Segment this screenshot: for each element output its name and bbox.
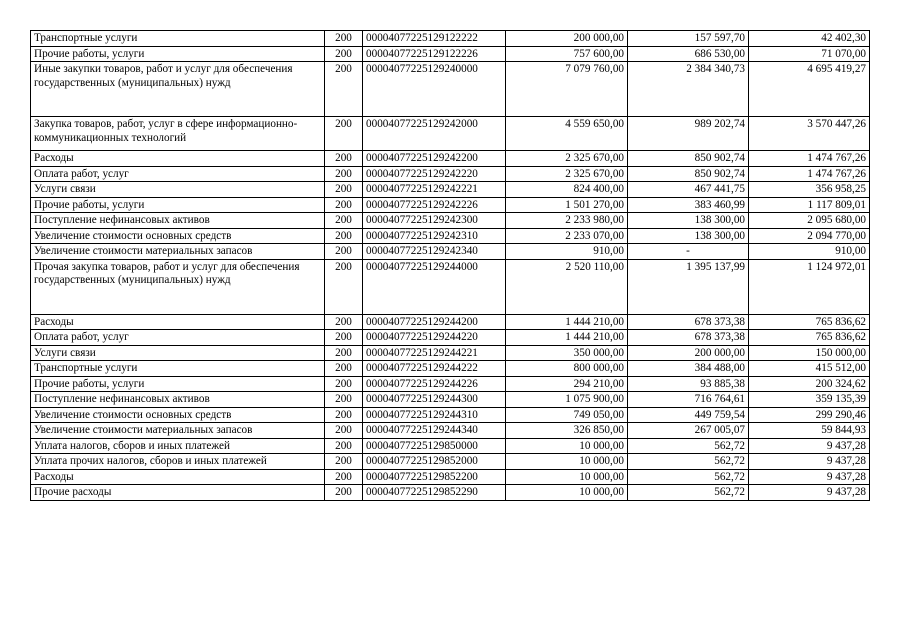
row-approved-cell: 2 520 110,00 bbox=[506, 259, 628, 314]
row-unexecuted-cell: 765 836,62 bbox=[749, 314, 870, 330]
row-name-cell: Поступление нефинансовых активов bbox=[31, 213, 325, 229]
row-unexecuted-cell: 59 844,93 bbox=[749, 423, 870, 439]
expenditure-table bbox=[30, 30, 870, 501]
table-row bbox=[31, 213, 870, 229]
row-classifier-cell: 00004077225129244200 bbox=[363, 314, 506, 330]
row-approved-cell: 10 000,00 bbox=[506, 485, 628, 501]
row-classifier-cell: 00004077225129242300 bbox=[363, 213, 506, 229]
table-row bbox=[31, 392, 870, 408]
row-executed-cell: 200 000,00 bbox=[628, 345, 749, 361]
table-row bbox=[31, 31, 870, 47]
row-executed-cell: 384 488,00 bbox=[628, 361, 749, 377]
row-classifier-cell: 00004077225129242200 bbox=[363, 151, 506, 167]
row-unexecuted-cell: 71 070,00 bbox=[749, 46, 870, 62]
row-unexecuted-cell: 9 437,28 bbox=[749, 438, 870, 454]
row-classifier-cell: 00004077225129244340 bbox=[363, 423, 506, 439]
row-executed-cell: 138 300,00 bbox=[628, 228, 749, 244]
row-approved-cell: 10 000,00 bbox=[506, 469, 628, 485]
row-executed-cell: 2 384 340,73 bbox=[628, 62, 749, 117]
row-classifier-cell: 00004077225129244310 bbox=[363, 407, 506, 423]
row-executed-cell: 686 530,00 bbox=[628, 46, 749, 62]
row-unexecuted-cell: 9 437,28 bbox=[749, 454, 870, 470]
table-row bbox=[31, 469, 870, 485]
row-unexecuted-cell: 356 958,25 bbox=[749, 182, 870, 198]
row-code-cell: 200 bbox=[325, 259, 363, 314]
row-approved-cell: 294 210,00 bbox=[506, 376, 628, 392]
row-approved-cell: 1 501 270,00 bbox=[506, 197, 628, 213]
row-code-cell: 200 bbox=[325, 407, 363, 423]
table-row bbox=[31, 166, 870, 182]
row-code-cell: 200 bbox=[325, 392, 363, 408]
row-unexecuted-cell: 3 570 447,26 bbox=[749, 117, 870, 151]
row-unexecuted-cell: 2 094 770,00 bbox=[749, 228, 870, 244]
row-executed-cell: 267 005,07 bbox=[628, 423, 749, 439]
row-code-cell: 200 bbox=[325, 314, 363, 330]
row-unexecuted-cell: 1 474 767,26 bbox=[749, 166, 870, 182]
row-unexecuted-cell: 2 095 680,00 bbox=[749, 213, 870, 229]
table-row bbox=[31, 485, 870, 501]
row-code-cell: 200 bbox=[325, 213, 363, 229]
row-code-cell: 200 bbox=[325, 438, 363, 454]
row-approved-cell: 1 075 900,00 bbox=[506, 392, 628, 408]
row-classifier-cell: 00004077225129244000 bbox=[363, 259, 506, 314]
row-name-cell: Прочие работы, услуги bbox=[31, 376, 325, 392]
row-unexecuted-cell: 42 402,30 bbox=[749, 31, 870, 47]
row-name-cell: Услуги связи bbox=[31, 345, 325, 361]
row-unexecuted-cell: 910,00 bbox=[749, 244, 870, 260]
row-classifier-cell: 00004077225129242220 bbox=[363, 166, 506, 182]
row-classifier-cell: 00004077225129244300 bbox=[363, 392, 506, 408]
row-classifier-cell: 00004077225129242226 bbox=[363, 197, 506, 213]
table-row bbox=[31, 314, 870, 330]
row-name-cell: Прочие работы, услуги bbox=[31, 46, 325, 62]
row-name-cell: Уплата налогов, сборов и иных платежей bbox=[31, 438, 325, 454]
row-approved-cell: 1 444 210,00 bbox=[506, 314, 628, 330]
row-approved-cell: 1 444 210,00 bbox=[506, 330, 628, 346]
row-name-cell: Расходы bbox=[31, 469, 325, 485]
row-name-cell: Увеличение стоимости материальных запасов bbox=[31, 244, 325, 260]
row-executed-cell: 562,72 bbox=[628, 438, 749, 454]
row-executed-cell: 138 300,00 bbox=[628, 213, 749, 229]
row-unexecuted-cell: 1 124 972,01 bbox=[749, 259, 870, 314]
row-executed-cell: 850 902,74 bbox=[628, 151, 749, 167]
row-approved-cell: 10 000,00 bbox=[506, 454, 628, 470]
row-approved-cell: 757 600,00 bbox=[506, 46, 628, 62]
table-row bbox=[31, 197, 870, 213]
table-row bbox=[31, 376, 870, 392]
row-executed-cell: 562,72 bbox=[628, 485, 749, 501]
row-executed-cell: 1 395 137,99 bbox=[628, 259, 749, 314]
row-unexecuted-cell: 200 324,62 bbox=[749, 376, 870, 392]
table-row bbox=[31, 182, 870, 198]
row-approved-cell: 824 400,00 bbox=[506, 182, 628, 198]
row-name-cell: Поступление нефинансовых активов bbox=[31, 392, 325, 408]
row-unexecuted-cell: 4 695 419,27 bbox=[749, 62, 870, 117]
row-approved-cell: 2 233 070,00 bbox=[506, 228, 628, 244]
row-code-cell: 200 bbox=[325, 117, 363, 151]
row-code-cell: 200 bbox=[325, 46, 363, 62]
row-name-cell: Оплата работ, услуг bbox=[31, 330, 325, 346]
table-row bbox=[31, 438, 870, 454]
row-code-cell: 200 bbox=[325, 244, 363, 260]
table-row bbox=[31, 361, 870, 377]
row-executed-cell: 678 373,38 bbox=[628, 314, 749, 330]
row-unexecuted-cell: 1 474 767,26 bbox=[749, 151, 870, 167]
table-row bbox=[31, 62, 870, 117]
row-classifier-cell: 00004077225129244220 bbox=[363, 330, 506, 346]
row-code-cell: 200 bbox=[325, 330, 363, 346]
row-name-cell: Прочие расходы bbox=[31, 485, 325, 501]
row-approved-cell: 4 559 650,00 bbox=[506, 117, 628, 151]
row-classifier-cell: 00004077225129244221 bbox=[363, 345, 506, 361]
row-executed-cell: 383 460,99 bbox=[628, 197, 749, 213]
row-code-cell: 200 bbox=[325, 151, 363, 167]
row-code-cell: 200 bbox=[325, 454, 363, 470]
table-row bbox=[31, 423, 870, 439]
row-executed-cell: 562,72 bbox=[628, 454, 749, 470]
row-name-cell: Расходы bbox=[31, 314, 325, 330]
row-executed-cell: 989 202,74 bbox=[628, 117, 749, 151]
row-name-cell: Увеличение стоимости основных средств bbox=[31, 228, 325, 244]
row-classifier-cell: 00004077225129852200 bbox=[363, 469, 506, 485]
expenditure-table-body bbox=[31, 31, 870, 501]
row-unexecuted-cell: 415 512,00 bbox=[749, 361, 870, 377]
row-unexecuted-cell: 150 000,00 bbox=[749, 345, 870, 361]
row-unexecuted-cell: 1 117 809,01 bbox=[749, 197, 870, 213]
row-approved-cell: 2 233 980,00 bbox=[506, 213, 628, 229]
row-approved-cell: 910,00 bbox=[506, 244, 628, 260]
row-executed-cell: 678 373,38 bbox=[628, 330, 749, 346]
row-approved-cell: 200 000,00 bbox=[506, 31, 628, 47]
row-executed-cell: 716 764,61 bbox=[628, 392, 749, 408]
row-name-cell: Иные закупки товаров, работ и услуг для обеспечения государственных (муниципальных) нужд bbox=[31, 62, 325, 117]
row-executed-cell: 850 902,74 bbox=[628, 166, 749, 182]
row-executed-cell: - bbox=[628, 244, 749, 260]
row-name-cell: Транспортные услуги bbox=[31, 31, 325, 47]
table-row bbox=[31, 151, 870, 167]
row-code-cell: 200 bbox=[325, 361, 363, 377]
row-code-cell: 200 bbox=[325, 469, 363, 485]
row-classifier-cell: 00004077225129244226 bbox=[363, 376, 506, 392]
row-code-cell: 200 bbox=[325, 197, 363, 213]
row-classifier-cell: 00004077225129242000 bbox=[363, 117, 506, 151]
row-code-cell: 200 bbox=[325, 62, 363, 117]
row-classifier-cell: 00004077225129242221 bbox=[363, 182, 506, 198]
row-classifier-cell: 00004077225129850000 bbox=[363, 438, 506, 454]
row-approved-cell: 2 325 670,00 bbox=[506, 166, 628, 182]
row-unexecuted-cell: 9 437,28 bbox=[749, 469, 870, 485]
table-row bbox=[31, 244, 870, 260]
row-name-cell: Увеличение стоимости основных средств bbox=[31, 407, 325, 423]
row-classifier-cell: 00004077225129244222 bbox=[363, 361, 506, 377]
row-name-cell: Закупка товаров, работ, услуг в сфере информационно-коммуникационных технологий bbox=[31, 117, 325, 151]
row-executed-cell: 562,72 bbox=[628, 469, 749, 485]
row-approved-cell: 2 325 670,00 bbox=[506, 151, 628, 167]
row-classifier-cell: 00004077225129852000 bbox=[363, 454, 506, 470]
table-row bbox=[31, 330, 870, 346]
row-approved-cell: 350 000,00 bbox=[506, 345, 628, 361]
row-code-cell: 200 bbox=[325, 182, 363, 198]
row-code-cell: 200 bbox=[325, 423, 363, 439]
row-name-cell: Прочие работы, услуги bbox=[31, 197, 325, 213]
row-name-cell: Расходы bbox=[31, 151, 325, 167]
row-unexecuted-cell: 765 836,62 bbox=[749, 330, 870, 346]
row-classifier-cell: 00004077225129242340 bbox=[363, 244, 506, 260]
row-executed-cell: 467 441,75 bbox=[628, 182, 749, 198]
row-code-cell: 200 bbox=[325, 345, 363, 361]
row-name-cell: Оплата работ, услуг bbox=[31, 166, 325, 182]
table-row bbox=[31, 228, 870, 244]
row-unexecuted-cell: 299 290,46 bbox=[749, 407, 870, 423]
table-row bbox=[31, 454, 870, 470]
row-name-cell: Уплата прочих налогов, сборов и иных платежей bbox=[31, 454, 325, 470]
row-unexecuted-cell: 9 437,28 bbox=[749, 485, 870, 501]
row-approved-cell: 7 079 760,00 bbox=[506, 62, 628, 117]
row-approved-cell: 326 850,00 bbox=[506, 423, 628, 439]
row-code-cell: 200 bbox=[325, 166, 363, 182]
row-code-cell: 200 bbox=[325, 31, 363, 47]
row-classifier-cell: 00004077225129122226 bbox=[363, 46, 506, 62]
row-name-cell: Услуги связи bbox=[31, 182, 325, 198]
table-row bbox=[31, 259, 870, 314]
row-name-cell: Транспортные услуги bbox=[31, 361, 325, 377]
table-row bbox=[31, 117, 870, 151]
row-executed-cell: 93 885,38 bbox=[628, 376, 749, 392]
row-classifier-cell: 00004077225129242310 bbox=[363, 228, 506, 244]
row-code-cell: 200 bbox=[325, 485, 363, 501]
row-classifier-cell: 00004077225129240000 bbox=[363, 62, 506, 117]
row-approved-cell: 10 000,00 bbox=[506, 438, 628, 454]
row-approved-cell: 800 000,00 bbox=[506, 361, 628, 377]
row-approved-cell: 749 050,00 bbox=[506, 407, 628, 423]
row-classifier-cell: 00004077225129852290 bbox=[363, 485, 506, 501]
row-executed-cell: 157 597,70 bbox=[628, 31, 749, 47]
row-code-cell: 200 bbox=[325, 376, 363, 392]
row-executed-cell: 449 759,54 bbox=[628, 407, 749, 423]
row-unexecuted-cell: 359 135,39 bbox=[749, 392, 870, 408]
row-name-cell: Прочая закупка товаров, работ и услуг для обеспечения государственных (муниципальных) нужд bbox=[31, 259, 325, 314]
table-row bbox=[31, 46, 870, 62]
row-classifier-cell: 00004077225129122222 bbox=[363, 31, 506, 47]
row-code-cell: 200 bbox=[325, 228, 363, 244]
row-name-cell: Увеличение стоимости материальных запасов bbox=[31, 423, 325, 439]
table-row bbox=[31, 345, 870, 361]
table-row bbox=[31, 407, 870, 423]
